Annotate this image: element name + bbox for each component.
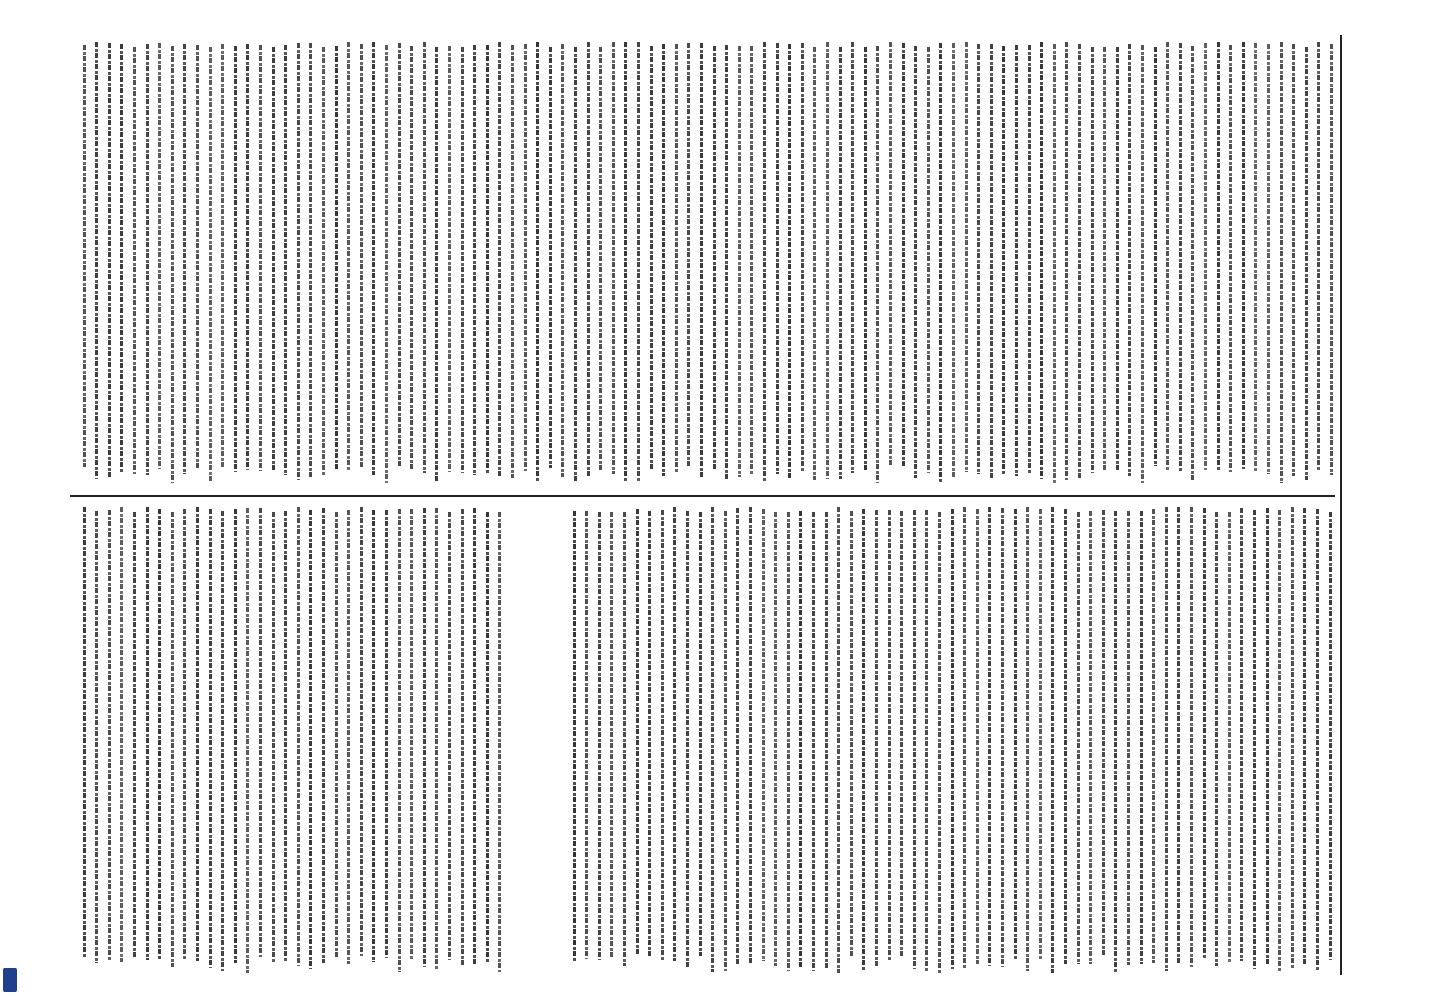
print-line	[498, 512, 501, 972]
print-line	[95, 511, 98, 963]
print-line	[888, 510, 891, 960]
print-line	[965, 42, 968, 472]
print-line	[171, 46, 174, 483]
print-line	[1040, 42, 1043, 479]
print-line	[347, 510, 350, 964]
print-line	[637, 42, 640, 482]
print-line	[851, 42, 854, 473]
running-header	[1355, 40, 1389, 970]
print-line	[1330, 44, 1333, 475]
print-line	[536, 42, 539, 482]
print-line	[749, 507, 752, 964]
print-line	[939, 43, 942, 482]
print-line	[1316, 509, 1319, 970]
print-line	[1254, 43, 1257, 472]
print-line	[598, 512, 601, 960]
print-line	[309, 510, 312, 969]
print-line	[234, 46, 237, 472]
print-line	[158, 43, 161, 469]
print-line	[1014, 509, 1017, 959]
print-line	[1292, 44, 1295, 476]
print-line	[1217, 42, 1220, 470]
print-line	[309, 43, 312, 477]
print-line	[1278, 510, 1281, 972]
print-line	[259, 45, 262, 471]
print-line	[1028, 45, 1031, 474]
print-line	[648, 511, 651, 957]
print-line	[610, 512, 613, 959]
print-line	[335, 512, 338, 957]
print-line	[862, 509, 865, 971]
print-line	[762, 509, 765, 961]
print-line	[322, 47, 325, 476]
print-line	[1053, 44, 1056, 483]
print-line	[700, 43, 703, 477]
print-line	[1154, 47, 1157, 466]
print-line	[1039, 509, 1042, 960]
print-line	[1267, 44, 1270, 474]
print-line	[120, 507, 123, 962]
print-line	[146, 44, 149, 475]
print-line	[234, 509, 237, 963]
print-line	[524, 44, 527, 471]
print-line	[1051, 507, 1054, 973]
print-line	[246, 508, 249, 973]
print-line	[511, 45, 514, 478]
print-line	[1215, 512, 1218, 966]
print-line	[1128, 44, 1131, 476]
print-line	[435, 47, 438, 482]
print-line	[902, 43, 905, 467]
print-line	[914, 46, 917, 478]
print-line	[787, 512, 790, 971]
print-line	[813, 47, 816, 480]
page-number	[1370, 920, 1396, 970]
print-line	[385, 45, 388, 483]
print-line	[636, 509, 639, 956]
print-line	[776, 43, 779, 474]
print-line	[272, 512, 275, 962]
print-line	[801, 43, 804, 472]
print-line	[498, 42, 501, 477]
print-line	[825, 512, 828, 969]
print-line	[423, 508, 426, 967]
print-line	[876, 46, 879, 483]
print-line	[1152, 509, 1155, 963]
print-line	[837, 507, 840, 973]
print-line	[372, 510, 375, 962]
print-line	[713, 46, 716, 471]
print-line	[360, 507, 363, 956]
print-line	[1127, 511, 1130, 965]
print-line	[1015, 45, 1018, 476]
print-line	[322, 508, 325, 963]
print-line	[410, 509, 413, 959]
print-line	[385, 510, 388, 958]
print-line	[486, 45, 489, 473]
print-line	[573, 511, 576, 962]
print-line	[410, 46, 413, 471]
print-line	[736, 508, 739, 965]
print-line	[988, 507, 991, 966]
print-line	[1116, 47, 1119, 470]
print-line	[209, 509, 212, 968]
print-line	[1078, 44, 1081, 479]
print-line	[272, 47, 275, 470]
print-line	[738, 46, 741, 477]
print-line	[650, 46, 653, 471]
print-line	[183, 44, 186, 474]
print-line	[724, 511, 727, 971]
print-line	[284, 511, 287, 961]
print-line	[1229, 45, 1232, 472]
print-line	[1102, 510, 1105, 957]
print-line	[925, 510, 928, 971]
print-line	[347, 42, 350, 471]
header-rule	[1340, 35, 1342, 975]
print-line	[977, 44, 980, 474]
print-line	[1001, 508, 1004, 967]
print-line	[561, 44, 564, 477]
print-line	[284, 45, 287, 475]
print-line	[1303, 508, 1306, 965]
print-line	[1166, 42, 1169, 470]
print-line	[1291, 507, 1294, 969]
print-line	[686, 511, 689, 968]
print-line	[889, 42, 892, 466]
print-line	[750, 46, 753, 475]
print-line	[1165, 507, 1168, 971]
print-line	[423, 42, 426, 473]
print-line	[209, 47, 212, 483]
print-line	[951, 509, 954, 969]
print-line	[662, 44, 665, 476]
print-line	[461, 509, 464, 967]
print-line	[774, 512, 777, 966]
print-line	[196, 507, 199, 961]
print-line	[1317, 42, 1320, 470]
print-line	[1103, 47, 1106, 472]
print-line	[549, 47, 552, 468]
print-line	[473, 45, 476, 475]
print-line	[83, 45, 86, 467]
print-line	[673, 507, 676, 961]
print-line	[221, 511, 224, 971]
print-line	[1026, 507, 1029, 971]
print-line	[850, 511, 853, 958]
print-line	[1242, 42, 1245, 469]
print-line	[1329, 512, 1332, 960]
print-line	[171, 512, 174, 967]
print-line	[587, 42, 590, 477]
print-line	[963, 507, 966, 968]
print-line	[1240, 508, 1243, 961]
print-line	[1177, 507, 1180, 963]
print-line	[183, 509, 186, 959]
print-line	[83, 507, 86, 957]
print-line	[158, 509, 161, 959]
print-line	[146, 507, 149, 960]
print-line	[990, 44, 993, 478]
print-line	[1141, 45, 1144, 483]
continuation-note	[522, 520, 546, 630]
print-line	[623, 512, 626, 966]
print-line	[221, 44, 224, 468]
print-line	[1191, 46, 1194, 480]
print-line	[864, 47, 867, 471]
print-line	[1091, 47, 1094, 473]
print-line	[585, 511, 588, 959]
print-line	[398, 509, 401, 972]
print-line	[95, 42, 98, 479]
print-line	[725, 45, 728, 480]
print-line	[120, 44, 123, 472]
lower-left-column-text	[70, 505, 510, 975]
print-line	[900, 511, 903, 956]
print-line	[1305, 47, 1308, 480]
print-line	[372, 42, 375, 475]
print-line	[913, 510, 916, 969]
print-line	[1114, 511, 1117, 972]
print-line	[486, 512, 489, 962]
print-line	[952, 43, 955, 478]
column-divider	[70, 495, 1335, 497]
digitization-credit	[2, 560, 18, 990]
print-line	[297, 43, 300, 480]
print-line	[297, 507, 300, 966]
upper-column-text	[70, 40, 1335, 485]
print-line	[938, 512, 941, 973]
print-line	[1280, 42, 1283, 483]
print-line	[1065, 42, 1068, 480]
print-line	[1266, 508, 1269, 964]
print-line	[1140, 511, 1143, 964]
print-line	[196, 45, 199, 470]
print-line	[699, 512, 702, 956]
print-line	[788, 44, 791, 479]
print-line	[624, 42, 627, 481]
print-line	[108, 510, 111, 961]
print-line	[927, 47, 930, 473]
print-line	[1204, 43, 1207, 470]
print-line	[448, 46, 451, 472]
print-line	[763, 42, 766, 482]
print-line	[599, 47, 602, 470]
print-line	[612, 42, 615, 474]
print-line	[574, 47, 577, 482]
print-line	[1190, 507, 1193, 967]
print-line	[473, 508, 476, 964]
print-line	[435, 508, 438, 970]
print-line	[1002, 46, 1005, 475]
print-line	[1064, 509, 1067, 964]
print-line	[133, 47, 136, 474]
print-line	[133, 512, 136, 958]
print-line	[711, 507, 714, 972]
dfg-logo-icon	[3, 968, 17, 992]
print-line	[976, 509, 979, 964]
print-line	[839, 47, 842, 479]
print-line	[799, 511, 802, 969]
print-line	[461, 47, 464, 473]
print-line	[1203, 508, 1206, 959]
print-line	[826, 42, 829, 479]
print-line	[1179, 43, 1182, 472]
lower-right-column-text	[560, 505, 1335, 975]
print-line	[661, 510, 664, 961]
print-line	[687, 43, 690, 468]
print-line	[1077, 512, 1080, 964]
print-line	[1089, 511, 1092, 964]
print-line	[448, 512, 451, 960]
print-line	[675, 44, 678, 472]
print-line	[360, 44, 363, 469]
print-line	[1228, 512, 1231, 963]
print-line	[108, 43, 111, 478]
print-line	[875, 510, 878, 968]
print-line	[259, 508, 262, 957]
print-line	[812, 512, 815, 971]
print-line	[246, 44, 249, 470]
print-line	[398, 43, 401, 466]
print-line	[335, 46, 338, 471]
print-line	[1253, 510, 1256, 969]
